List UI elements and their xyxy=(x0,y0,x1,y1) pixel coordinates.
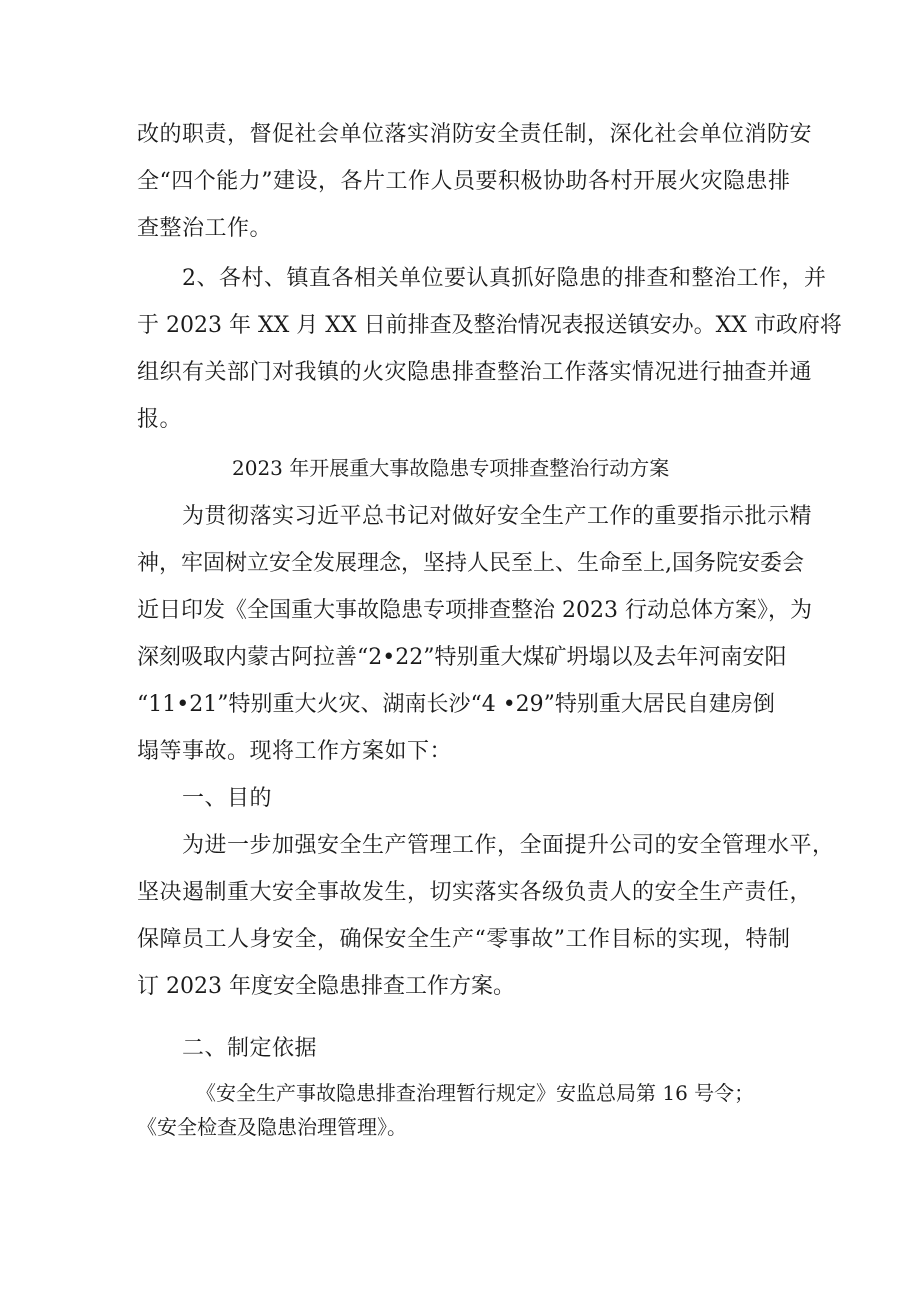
paragraph-line: 组织有关部门对我镇的火灾隐患排查整治工作落实情况进行抽查并通 xyxy=(137,360,813,385)
paragraph-line: “11•21”特别重大火灾、湖南长沙“4 •29”特别重大居民自建房倒 xyxy=(137,692,775,717)
paragraph-line: 近日印发《全国重大事故隐患专项排查整治 2023 行动总体方案》，为 xyxy=(137,598,812,623)
paragraph-line: 深刻吸取内蒙古阿拉善“2•22”特别重大煤矿坍塌以及去年河南安阳 xyxy=(137,645,787,670)
paragraph-line: 神，牢固树立安全发展理念，坚持人民至上、生命至上,国务院安委会 xyxy=(137,551,804,576)
paragraph-line: 于 2023 年 XX 月 XX 日前排查及整治情况表报送镇安办。XX 市政府将 xyxy=(137,313,842,338)
paragraph-line: 塌等事故。现将工作方案如下： xyxy=(137,739,453,764)
paragraph-line: 坚决遏制重大安全事故发生，切实落实各级负责人的安全生产责任， xyxy=(137,880,813,905)
paragraph-line: 2、各村、镇直各相关单位要认真抓好隐患的排查和整治工作，并 xyxy=(182,266,827,291)
paragraph-line: 报。 xyxy=(137,407,183,432)
section-heading-purpose: 一、目的 xyxy=(182,786,273,811)
paragraph-line: 订 2023 年度安全隐患排查工作方案。 xyxy=(137,974,515,999)
reference-line: 《安全检查及隐患治理管理》。 xyxy=(137,1115,407,1139)
reference-line: 《安全生产事故隐患排查治理暂行规定》安监总局第 16 号令； xyxy=(196,1081,755,1105)
paragraph-line: 为贯彻落实习近平总书记对做好安全生产工作的重要指示批示精 xyxy=(182,504,813,529)
section-heading-basis: 二、制定依据 xyxy=(182,1036,318,1061)
paragraph-line: 为进一步加强安全生产管理工作，全面提升公司的安全管理水平， xyxy=(182,833,835,858)
paragraph-line: 查整治工作。 xyxy=(137,216,273,241)
paragraph-line: 改的职责，督促社会单位落实消防安全责任制，深化社会单位消防安 xyxy=(137,122,813,147)
paragraph-line: 全“四个能力”建设，各片工作人员要积极协助各村开展火灾隐患排 xyxy=(137,169,791,194)
document-title: 2023 年开展重大事故隐患专项排查整治行动方案 xyxy=(232,456,670,480)
paragraph-line: 保障员工人身安全，确保安全生产“零事故”工作目标的实现，特制 xyxy=(137,927,791,952)
